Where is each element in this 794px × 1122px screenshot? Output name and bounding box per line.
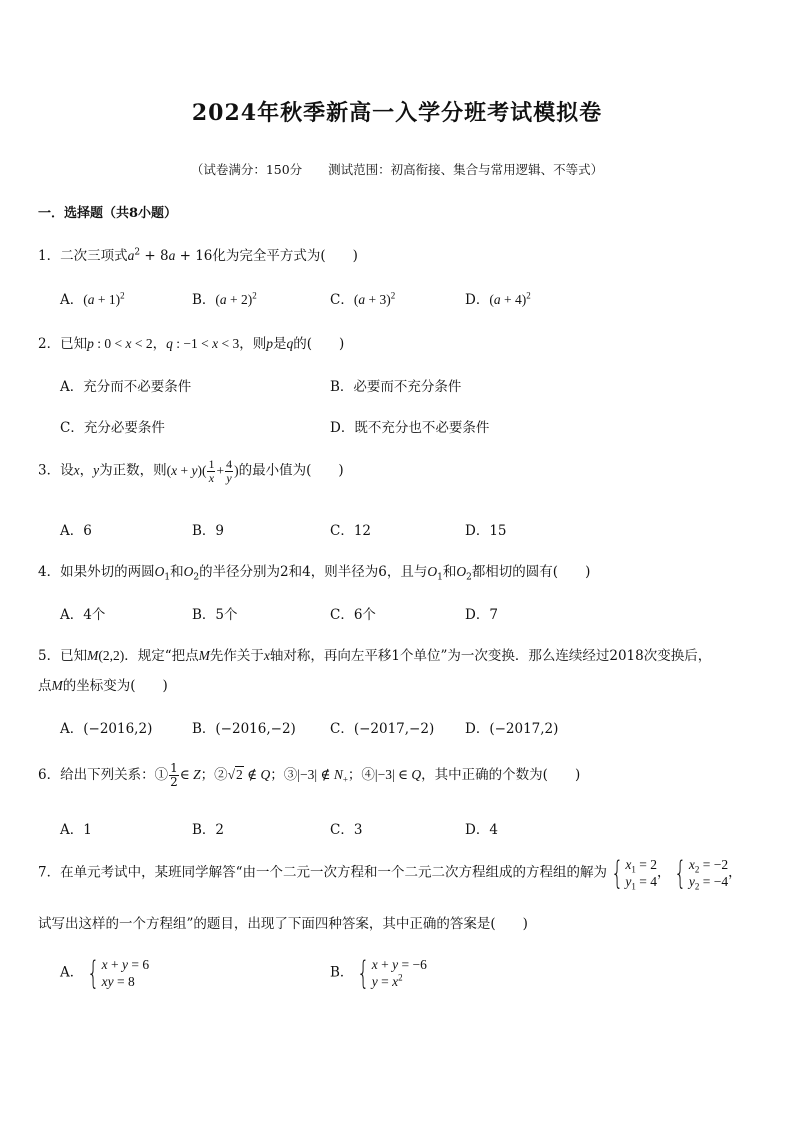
page-title: 2024年秋季新高一入学分班考试模拟卷 [191, 100, 603, 126]
question-number: 5． [38, 648, 61, 664]
q3-option-a: A．6 [60, 523, 92, 539]
question-4: 4．如果外切的两圆$O_1$和$O_2$的半径分别为2和4，则半径为6，且与$O_1$和$O_2$都相切的圆有( ) [38, 564, 591, 583]
q2-option-a: A．充分而不必要条件 [60, 379, 192, 395]
question-6: 6．给出下列关系：① $\frac{1}{2}$ ∈ Z；②√2 ∉ Q；③|−3| ∉ $N_+$；④|−3| ∈ Q，其中正确的个数为( ) [38, 761, 581, 789]
question-number: 1． [38, 248, 61, 264]
question-number: 3． [38, 462, 61, 479]
q2-option-d: D．既不充分也不必要条件 [330, 420, 490, 436]
q4-option-d: D．7 [465, 607, 498, 623]
q3-option-c: C．12 [330, 523, 372, 539]
q6-option-c: C．3 [330, 822, 363, 838]
question-5: 5．已知M(2,2)．规定“把点M先作关于x轴对称，再向左平移1个单位”为一次变换．那么连续经过2018次变换后， [38, 648, 712, 664]
question-1: 1．二次三项式$a^2 + 8a + 16$化为完全平方式为( ) [38, 247, 358, 264]
q5-option-a: A．(−2016,2) [60, 721, 153, 737]
q4-option-a: A．4个 [60, 607, 106, 623]
full-score: （试卷满分：150分 [190, 162, 303, 177]
q2-option-c: C．充分必要条件 [60, 420, 165, 436]
question-2: 2．已知p : 0 < x < 2，q : −1 < x < 3，则p是q的( ) [38, 336, 345, 352]
q6-option-a: A．1 [60, 822, 92, 838]
question-number: 7． [38, 864, 61, 881]
q3-option-d: D．15 [465, 523, 507, 539]
q2-option-b: B．必要而不充分条件 [330, 379, 462, 395]
q5-option-b: B．(−2016,−2) [192, 721, 296, 737]
question-number: 4． [38, 564, 61, 580]
question-5-line-2: 点M的坐标变为( ) [38, 678, 168, 694]
q1-option-d: D．$(a + 4)^2$ [465, 290, 531, 308]
section-heading: 一．选择题（共8小题） [38, 206, 178, 221]
q7-option-a: A． { x + y = 6 xy = 8 [60, 954, 150, 992]
q7-option-b: B． { x + y = −6 $y = x^2$ [330, 954, 427, 992]
question-3: 3．设x，y为正数，则(x + y)( $\frac{1}{x}$ + $\frac{4}{y}$ )的最小值为( ) [38, 457, 344, 485]
q1-option-a: A．$(a + 1)^2$ [60, 290, 125, 308]
exam-info [0, 160, 794, 178]
q3-option-b: B．9 [192, 523, 225, 539]
question-7: 7．在单元考试中，某班同学解答“由一个二元一次方程和一个二元二次方程组成的方程组的解为 { $x_1 = 2$ $y_1 = 4$ ， { $x_2 = -2$ $y_2 = -4$ ， [38, 854, 742, 892]
q5-option-d: D．(−2017,2) [465, 721, 559, 737]
test-scope: 测试范围：初高衔接、集合与常用逻辑、不等式） [328, 162, 604, 177]
q6-option-d: D．4 [465, 822, 498, 838]
question-number: 6． [38, 767, 61, 783]
q1-option-b: B．$(a + 2)^2$ [192, 290, 257, 308]
q5-option-c: C．(−2017,−2) [330, 721, 435, 737]
q4-option-b: B．5个 [192, 607, 238, 623]
q1-option-c: C．$(a + 3)^2$ [330, 290, 396, 308]
q6-option-b: B．2 [192, 822, 225, 838]
q4-option-c: C．6个 [330, 607, 376, 623]
question-7-line-2: 试写出这样的一个方程组”的题目，出现了下面四种答案，其中正确的答案是( ) [38, 916, 528, 932]
question-number: 2． [38, 336, 61, 352]
